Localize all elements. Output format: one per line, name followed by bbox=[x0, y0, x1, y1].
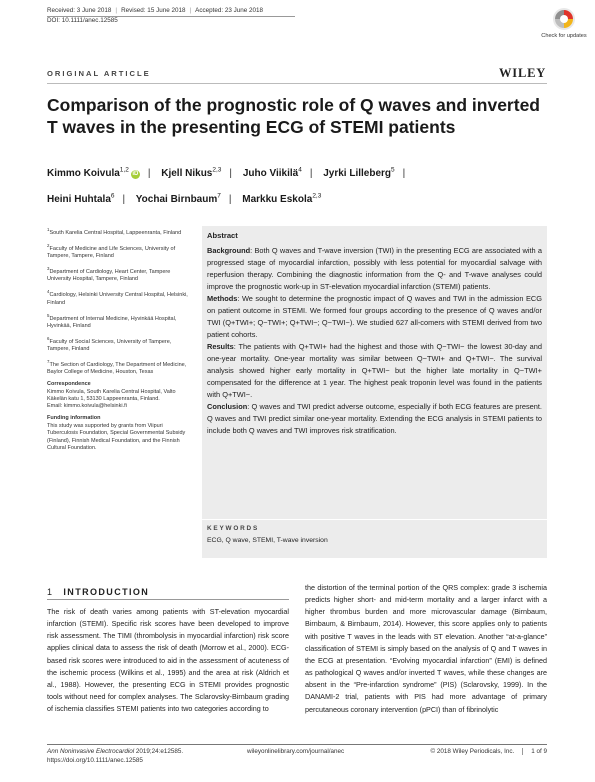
abstract-conclusion: Conclusion: Q waves and TWI predict adverse outcome, especially if both ECG features are present. Q waves and TWI predict similar one-year mortality. Extending the ECG analysis in STEMI patients to include both Q waves and TWI improves risk stratification. bbox=[207, 402, 542, 435]
orcid-icon[interactable]: iD bbox=[132, 171, 139, 178]
abstract-results: Results: The patients with Q+TWI+ had the highest and those with Q−TWI− the lowest 30-day and one-year mortality. One-year mortality was similar between Q−TWI+ and Q+TWI−. The survival analysis showed higher early mortality in Q+TWI− but the higher late mortality in Q−TWI+ compensated for the difference at 1 year. The highest peak troponin level was found in the patients with Q+TWI−. bbox=[207, 342, 542, 399]
abstract-heading: Abstract bbox=[207, 231, 238, 240]
journal-site-link[interactable]: wileyonlinelibrary.com/journal/anec bbox=[247, 748, 345, 755]
author[interactable]: Kimmo Koivula$^{1,2}$iD bbox=[47, 167, 139, 180]
footer-doi-link[interactable]: https://doi.org/10.1111/anec.12585 bbox=[47, 757, 143, 764]
check-for-updates-badge[interactable] bbox=[541, 6, 587, 52]
copyright: © 2018 Wiley Periodicals, Inc. bbox=[430, 748, 515, 755]
abstract-background: Background: Both Q waves and T-wave inversion (TWI) in the presenting ECG are associated with a progressed stage of myocardial infarction, possibly with less potential for myocardial salvage with reperfusion therapy. Combining the diagnostic information from the Q- and T-wave analyses could improve the prognostic work-up in ST-elevation myocardial infarction (STEMI) patients. bbox=[207, 246, 542, 291]
section-title: INTRODUCTION bbox=[63, 587, 150, 597]
accepted-date: Accepted: 23 June 2018 bbox=[195, 7, 264, 14]
abstract-body bbox=[207, 245, 542, 437]
article-title: Comparison of the prognostic role of Q waves and inverted T waves in the presenting ECG of STEMI patients bbox=[47, 95, 540, 137]
keywords-list: ECG, Q wave, STEMI, T-wave inversion bbox=[207, 537, 328, 544]
introduction-heading bbox=[47, 587, 149, 597]
footer-right bbox=[367, 747, 547, 756]
article-type-label: ORIGINAL ARTICLE bbox=[47, 69, 151, 78]
intro-column-left: The risk of death varies among patients with ST-elevation myocardial infarction (STEMI). Specific risk scores have been developed to improve risk assessment. The TIMI (thrombolysis in myocardial infarction) risk score applies clinical data to assess the risk of death (Morrow et al., 2000). ECG-based risk scores were introduced to aid in the assessment of acuteness of the ischemic process (Wilkins et al., 1995) and the area at risk (Aldrich et al., 1988). However, the presenting ECG in STEMI provides prognostic tools without need for complex analyses. The Sclarovsky-Birnbaum grading of ischemia classifies STEMI patients into two categories according to bbox=[47, 607, 289, 714]
footer-rule bbox=[47, 744, 547, 745]
author[interactable]: Jyrki Lilleberg$^5$ bbox=[323, 167, 395, 180]
affiliation: $^7$The Section of Cardiology, The Department of Medicine, Baylor College of Medicine, Houston, Texas bbox=[47, 359, 187, 376]
received-date: Received: 3 June 2018 bbox=[47, 7, 112, 14]
publisher-logo: WILEY bbox=[499, 66, 547, 80]
doi: DOI: 10.1111/anec.12585 bbox=[47, 17, 118, 24]
abstract-box bbox=[202, 226, 547, 558]
correspondence-heading: Correspondence bbox=[47, 381, 91, 388]
abstract-methods: Methods: We sought to determine the prognostic impact of Q waves and TWI in the admission ECG on patient outcome in STEMI. We formed four groups according to the presence of Q waves and/or TWI (Q+TWI+; Q−TWI+; Q+TWI−; Q−TWI−). We studied 627 all-comers with STEMI derived from two patient cohorts. bbox=[207, 294, 542, 339]
author-list: Kimmo Koivula$^{1,2}$iD | Kjell Nikus$^{2,3}$ | Juho Viikilä$^4$ | Jyrki Lilleberg$^5$ | Heini Huhtala$^6$ | Yochai Birnbaum$^7$ | Markku Eskola$^{2,3}$ bbox=[47, 167, 406, 205]
submission-dates: Received: 3 June 2018 | Revised: 15 June 2018 | Accepted: 23 June 2018 bbox=[47, 7, 264, 14]
author[interactable]: Juho Viikilä$^4$ bbox=[242, 167, 302, 180]
revised-date: Revised: 15 June 2018 bbox=[121, 7, 186, 14]
footer-citation: Ann Noninvasive Electrocardiol 2019;24:e12585. https://doi.org/10.1111/anec.12585 bbox=[47, 748, 184, 764]
title-rule bbox=[47, 83, 547, 84]
intro-column-right: the distortion of the terminal portion of the QRS complex: grade 3 ischemia predicts higher short- and mid-term mortality and a larger infarct with a higher thrombus burden and more microvascular damage (Birnbaum, Birnbaum, & Birnbaum, 2014). However, this score applies only to patients with positive T waves in the leads with ST elevation. Another “at-a-glance” classification of STEMI is simply based on the analysis of Q and T waves in the ECG at presentation. “Evolving myocardial infarction” (EMI) is defined as pathological Q waves and/or inverted T waves, while these changes are absent in the “Pre-infarction syndrome” (PIS) (Sclarovsky, 1999). In the DANAMI-2 trial, patients with PIS had more advantage of primary percutaneous coronary intervention (pPCI) than of fibrinolytic bbox=[305, 583, 547, 714]
affiliation: $^2$Faculty of Medicine and Life Sciences, University of Tampere, Tampere, Finland bbox=[47, 242, 176, 260]
funding-text: This study was supported by grants from Viipuri Tuberculosis Foundation, Special Governmental Subsidy (Finland), Finnish Medical Foundation, and the Finnish Cultural Foundation. bbox=[47, 422, 186, 452]
funding-heading: Funding information bbox=[47, 415, 101, 422]
author[interactable]: Kjell Nikus$^{2,3}$ bbox=[161, 167, 222, 180]
check-for-updates-icon bbox=[553, 8, 575, 30]
keywords-heading: KEYWORDS bbox=[207, 525, 260, 532]
author[interactable]: Heini Huhtala$^6$ bbox=[47, 192, 115, 205]
affiliation: $^5$Department of Internal Medicine, Hyvinkää Hospital, Hyvinkää, Finland bbox=[47, 312, 177, 329]
section-rule bbox=[47, 599, 289, 600]
keywords-divider bbox=[202, 519, 547, 520]
affiliation: $^6$Faculty of Social Sciences, University of Tampere, Tampere, Finland bbox=[47, 335, 172, 352]
author[interactable]: Markku Eskola$^{2,3}$ bbox=[242, 192, 322, 205]
affiliation: $^3$Department of Cardiology, Heart Center, Tampere University Hospital, Tampere, Finland bbox=[47, 266, 171, 283]
journal-name: Ann Noninvasive Electrocardiol bbox=[47, 748, 135, 755]
section-number: 1 bbox=[47, 587, 54, 597]
correspondence-address: Kimmo Koivula, South Karelia Central Hospital, Valto Käkelän katu 1, 53130 Lappeenranta, Finland. bbox=[47, 388, 176, 403]
check-for-updates-label: Check for updates bbox=[541, 33, 587, 39]
page-number: 1 of 9 bbox=[522, 748, 547, 755]
author[interactable]: Yochai Birnbaum$^7$ bbox=[135, 192, 221, 205]
affiliation: $^4$Cardiology, Helsinki University Central Hospital, Helsinki, Finland bbox=[47, 289, 188, 306]
correspondence-email[interactable]: Email: kimmo.koivula@helsinki.fi bbox=[47, 403, 127, 410]
affiliations-column bbox=[47, 226, 192, 457]
affiliation: $^1$South Karelia Central Hospital, Lappeenranta, Finland bbox=[47, 227, 182, 236]
